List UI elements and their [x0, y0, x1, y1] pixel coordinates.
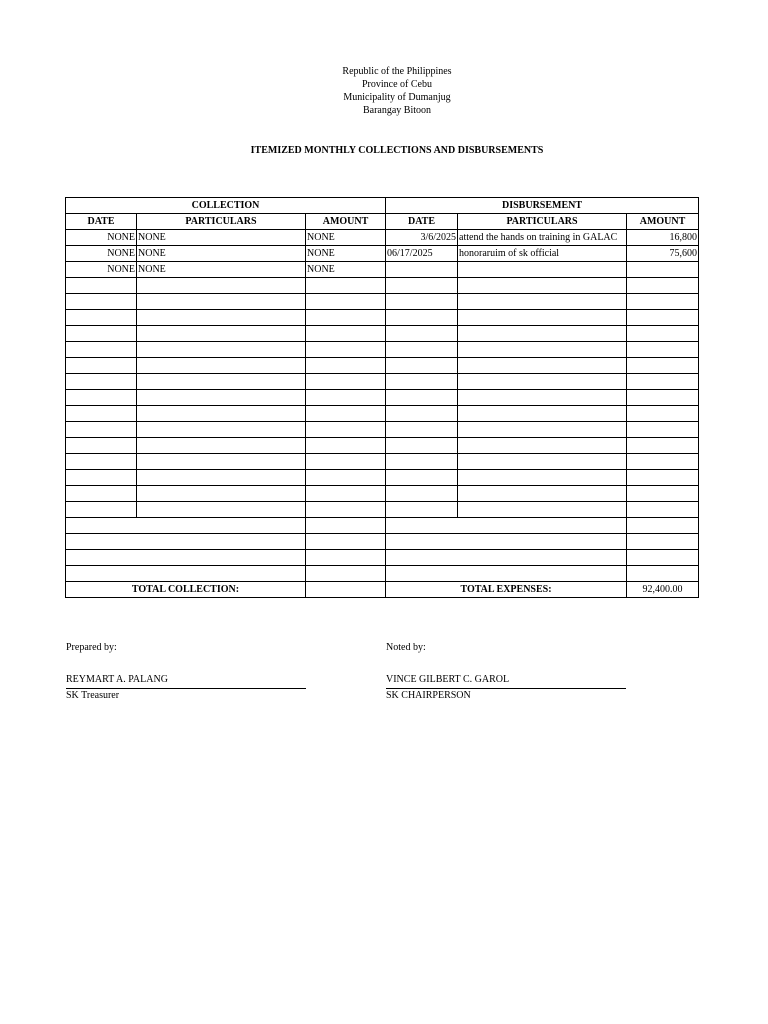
disbursement-amount-cell: 16,800	[627, 230, 699, 246]
collection-amount-cell: NONE	[306, 230, 386, 246]
empty-cell	[306, 486, 386, 502]
empty-cell	[386, 406, 458, 422]
empty-table-row	[66, 342, 699, 358]
empty-cell	[66, 566, 306, 582]
empty-cell	[137, 278, 306, 294]
collection-date-header: DATE	[66, 214, 137, 230]
empty-cell	[306, 358, 386, 374]
disbursement-section-header: DISBURSEMENT	[386, 198, 699, 214]
disbursement-date-cell: 3/6/2025	[386, 230, 458, 246]
empty-cell	[66, 406, 137, 422]
disbursement-amount-cell: 75,600	[627, 246, 699, 262]
empty-cell	[458, 390, 627, 406]
empty-cell	[627, 278, 699, 294]
empty-table-row	[66, 390, 699, 406]
empty-cell	[66, 518, 306, 534]
empty-cell	[386, 438, 458, 454]
empty-cell	[458, 486, 627, 502]
empty-cell	[66, 374, 137, 390]
noted-by-label: Noted by:	[386, 642, 426, 653]
total-collection-value	[306, 582, 386, 598]
empty-cell	[386, 518, 627, 534]
noted-by-role: SK CHAIRPERSON	[386, 690, 471, 701]
empty-cell	[137, 454, 306, 470]
empty-table-row	[66, 358, 699, 374]
empty-table-row	[66, 406, 699, 422]
empty-table-row	[66, 470, 699, 486]
disbursement-date-cell: 06/17/2025	[386, 246, 458, 262]
empty-cell	[627, 486, 699, 502]
collection-amount-cell: NONE	[306, 262, 386, 278]
disbursement-particulars-cell: attend the hands on training in GALAC	[458, 230, 627, 246]
empty-cell	[137, 310, 306, 326]
empty-cell	[137, 342, 306, 358]
empty-cell	[627, 326, 699, 342]
empty-cell	[458, 502, 627, 518]
empty-cell	[137, 422, 306, 438]
empty-cell	[458, 358, 627, 374]
empty-cell	[458, 406, 627, 422]
header-line-municipality: Municipality of Dumanjug	[343, 92, 451, 103]
table-row	[66, 262, 699, 278]
prepared-by-signature-line	[66, 688, 306, 689]
empty-cell	[306, 518, 386, 534]
empty-cell	[627, 358, 699, 374]
empty-cell	[458, 454, 627, 470]
document-title: ITEMIZED MONTHLY COLLECTIONS AND DISBURSEMENTS	[250, 145, 544, 156]
empty-cell	[306, 470, 386, 486]
empty-cell	[66, 358, 137, 374]
collection-amount-cell: NONE	[306, 246, 386, 262]
empty-cell	[66, 342, 137, 358]
collection-particulars-cell: NONE	[137, 246, 306, 262]
empty-cell	[458, 294, 627, 310]
empty-cell	[386, 486, 458, 502]
collection-particulars-header: PARTICULARS	[137, 214, 306, 230]
empty-table-row	[66, 294, 699, 310]
empty-cell	[386, 502, 458, 518]
empty-cell	[137, 502, 306, 518]
disbursement-particulars-cell: honoraruim of sk official	[458, 246, 627, 262]
empty-cell	[66, 534, 306, 550]
table-row	[66, 230, 699, 246]
empty-cell	[386, 390, 458, 406]
empty-cell	[627, 454, 699, 470]
prepared-by-role: SK Treasurer	[66, 690, 120, 701]
empty-cell	[386, 326, 458, 342]
table-row	[66, 246, 699, 262]
empty-cell	[66, 422, 137, 438]
document-header	[0, 65, 768, 117]
disbursement-amount-cell	[627, 262, 699, 278]
empty-table-row	[66, 310, 699, 326]
empty-table-row	[66, 326, 699, 342]
empty-cell	[627, 470, 699, 486]
empty-cell	[627, 550, 699, 566]
empty-cell	[386, 470, 458, 486]
empty-cell	[137, 406, 306, 422]
empty-cell	[66, 550, 306, 566]
collection-amount-header: AMOUNT	[306, 214, 386, 230]
empty-cell	[306, 406, 386, 422]
empty-cell	[66, 310, 137, 326]
empty-cell	[306, 566, 386, 582]
empty-cell	[137, 374, 306, 390]
empty-cell	[458, 422, 627, 438]
total-expenses-value: 92,400.00	[627, 582, 699, 598]
empty-cell	[627, 294, 699, 310]
empty-cell	[458, 342, 627, 358]
empty-cell	[66, 470, 137, 486]
empty-cell	[306, 342, 386, 358]
empty-cell	[306, 390, 386, 406]
empty-cell	[386, 550, 627, 566]
empty-cell	[306, 310, 386, 326]
empty-cell	[458, 326, 627, 342]
empty-cell	[386, 294, 458, 310]
disbursement-particulars-header: PARTICULARS	[458, 214, 627, 230]
empty-cell	[386, 534, 627, 550]
empty-cell	[306, 422, 386, 438]
empty-merged-row	[66, 550, 699, 566]
collection-particulars-cell: NONE	[137, 262, 306, 278]
ledger-table	[65, 197, 699, 598]
empty-cell	[137, 438, 306, 454]
empty-cell	[137, 358, 306, 374]
empty-cell	[627, 310, 699, 326]
empty-merged-row	[66, 566, 699, 582]
empty-cell	[627, 438, 699, 454]
empty-cell	[66, 294, 137, 310]
empty-cell	[386, 278, 458, 294]
empty-cell	[627, 502, 699, 518]
empty-cell	[627, 566, 699, 582]
noted-by-name: VINCE GILBERT C. GAROL	[386, 674, 510, 685]
empty-cell	[386, 358, 458, 374]
empty-cell	[627, 342, 699, 358]
empty-cell	[627, 422, 699, 438]
column-header-row	[66, 214, 699, 230]
total-collection-label: TOTAL COLLECTION:	[66, 582, 306, 598]
collection-date-cell: NONE	[66, 262, 137, 278]
empty-cell	[458, 438, 627, 454]
empty-cell	[627, 518, 699, 534]
empty-cell	[306, 374, 386, 390]
ledger-body	[66, 230, 699, 582]
empty-cell	[66, 438, 137, 454]
prepared-by-name: REYMART A. PALANG	[66, 674, 168, 685]
empty-table-row	[66, 454, 699, 470]
empty-cell	[458, 310, 627, 326]
empty-cell	[306, 550, 386, 566]
noted-by-signature-line	[386, 688, 626, 689]
empty-merged-row	[66, 534, 699, 550]
total-expenses-label: TOTAL EXPENSES:	[386, 582, 627, 598]
empty-cell	[627, 406, 699, 422]
empty-cell	[627, 390, 699, 406]
disbursement-date-cell	[386, 262, 458, 278]
collection-particulars-cell: NONE	[137, 230, 306, 246]
empty-cell	[458, 470, 627, 486]
empty-cell	[306, 326, 386, 342]
empty-table-row	[66, 278, 699, 294]
section-header-row	[66, 198, 699, 214]
empty-cell	[386, 342, 458, 358]
empty-cell	[386, 310, 458, 326]
empty-merged-row	[66, 518, 699, 534]
disbursement-particulars-cell	[458, 262, 627, 278]
empty-table-row	[66, 486, 699, 502]
empty-cell	[137, 326, 306, 342]
empty-cell	[137, 486, 306, 502]
empty-cell	[66, 454, 137, 470]
empty-table-row	[66, 502, 699, 518]
empty-cell	[66, 278, 137, 294]
prepared-by-label: Prepared by:	[66, 642, 117, 653]
empty-cell	[306, 454, 386, 470]
header-line-barangay: Barangay Bitoon	[362, 105, 432, 116]
disbursement-date-header: DATE	[386, 214, 458, 230]
empty-cell	[306, 278, 386, 294]
empty-cell	[627, 534, 699, 550]
empty-cell	[386, 566, 627, 582]
empty-cell	[306, 438, 386, 454]
empty-cell	[386, 422, 458, 438]
empty-table-row	[66, 374, 699, 390]
disbursement-amount-header: AMOUNT	[627, 214, 699, 230]
empty-cell	[458, 374, 627, 390]
collection-date-cell: NONE	[66, 246, 137, 262]
empty-cell	[458, 278, 627, 294]
empty-cell	[627, 374, 699, 390]
totals-row	[66, 582, 699, 598]
empty-cell	[66, 390, 137, 406]
empty-cell	[137, 294, 306, 310]
empty-cell	[386, 374, 458, 390]
header-line-country: Republic of the Philippines	[342, 66, 452, 77]
collection-date-cell: NONE	[66, 230, 137, 246]
empty-cell	[306, 502, 386, 518]
empty-table-row	[66, 422, 699, 438]
empty-cell	[306, 534, 386, 550]
empty-cell	[137, 470, 306, 486]
empty-table-row	[66, 438, 699, 454]
collection-section-header: COLLECTION	[66, 198, 386, 214]
empty-cell	[386, 454, 458, 470]
empty-cell	[306, 294, 386, 310]
empty-cell	[137, 390, 306, 406]
empty-cell	[66, 486, 137, 502]
header-line-province: Province of Cebu	[362, 79, 432, 90]
empty-cell	[66, 502, 137, 518]
empty-cell	[66, 326, 137, 342]
